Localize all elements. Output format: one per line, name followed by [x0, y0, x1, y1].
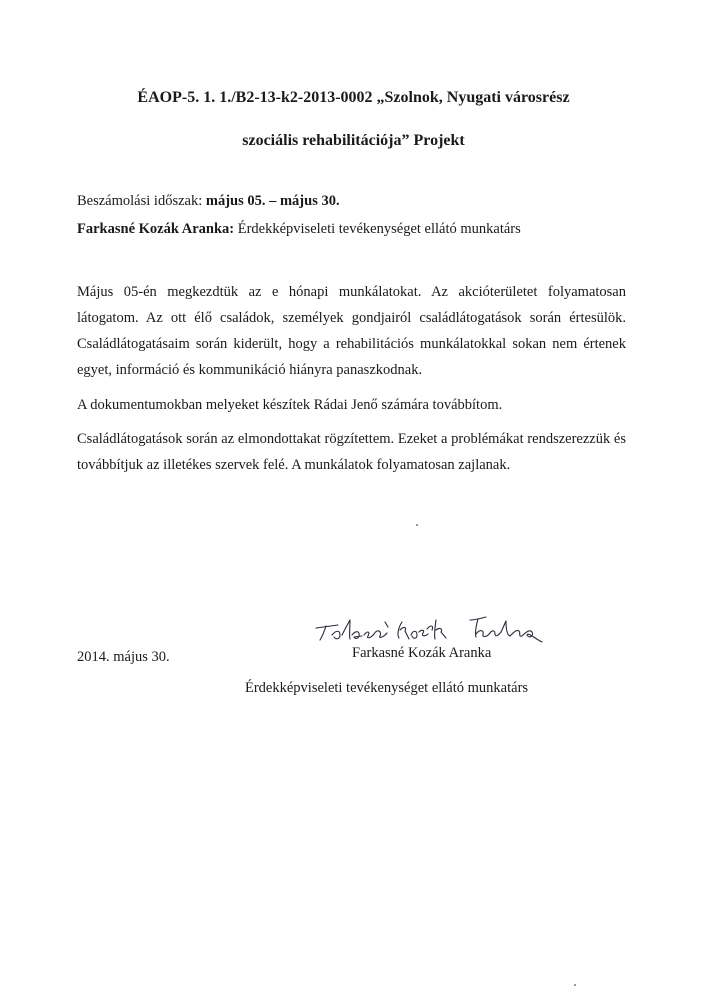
body-paragraph-1: Május 05-én megkezdtük az e hónapi munkálatokat. Az akcióterületet folyamatosan látogatom. Az ott élő családok, személyek gondjairól családlátogatások során értesülök. Családlátogatásaim során kiderült, hogy a rehabilitációs munkálatokkal sokan nem értenek egyet, információ és kommunikáció hiányra panaszkodnak.: [77, 284, 626, 378]
signer-role: Érdekképviseleti tevékenységet ellátó munkatárs: [245, 680, 529, 696]
author-name: Farkasné Kozák Aranka:: [77, 221, 235, 237]
document-title-line-2: szociális rehabilitációja” Projekt: [242, 132, 465, 149]
author-line: [77, 220, 521, 238]
document-title-line-1: ÉAOP-5. 1. 1./B2-13-k2-2013-0002 „Szolnok, Nyugati városrész: [137, 89, 570, 106]
reporting-period-label: Beszámolási időszak:: [77, 193, 203, 209]
scan-speck: [416, 524, 418, 526]
author-role: Érdekképviseleti tevékenységet ellátó munkatárs: [237, 221, 521, 237]
signer-name: Farkasné Kozák Aranka: [352, 645, 492, 661]
scan-speck: [574, 984, 576, 986]
body-paragraph-2: A dokumentumokban melyeket készítek Rádai Jenő számára továbbítom.: [77, 397, 503, 413]
reporting-period: [77, 192, 340, 210]
document-date: 2014. május 30.: [77, 649, 170, 665]
reporting-period-value: május 05. – május 30.: [205, 193, 340, 209]
body-paragraph-3: Családlátogatások során az elmondottakat rögzítettem. Ezeket a problémákat rendszerezzük és továbbítjuk az illetékes szervek felé. A munkálatok folyamatosan zajlanak.: [77, 431, 626, 473]
